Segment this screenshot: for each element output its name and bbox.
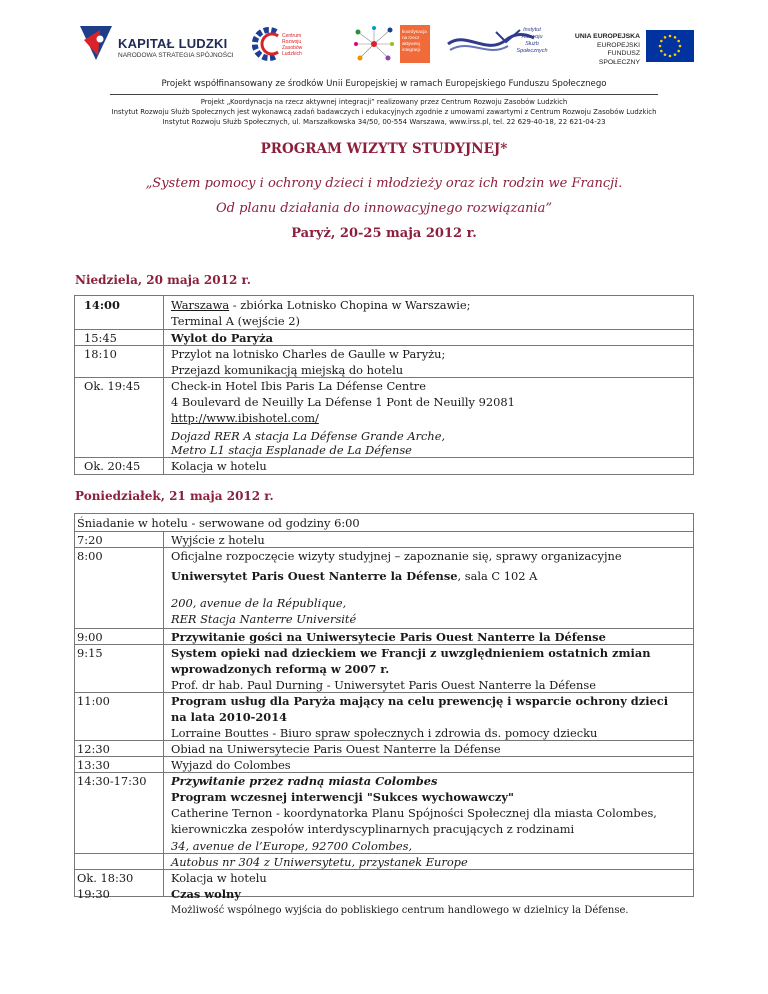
activity-place: Warszawa: [171, 298, 230, 312]
activity-cell: Przejazd komunikacją miejską do hotelu: [171, 363, 404, 377]
network-logo: [352, 24, 396, 64]
koordynacja-caption: koordynacja na rzecz aktywnej integracji: [402, 29, 427, 52]
project-info: [0, 97, 768, 117]
eu-star-icon: [677, 40, 680, 43]
hotel-link[interactable]: http://www.ibishotel.com/: [171, 411, 319, 425]
time-cell: 19:30: [77, 887, 110, 901]
kapital-ludzki-title: KAPITAŁ LUDZKI: [118, 36, 228, 51]
column-divider: [163, 531, 164, 896]
schedule-table-sunday: [74, 295, 694, 475]
activity-cell: Terminal A (wejście 2): [171, 314, 300, 328]
header-divider: [110, 94, 658, 95]
activity-cell: Przywitanie przez radną miasta Colombes: [171, 774, 438, 788]
venue-room: , sala C 102 A: [457, 569, 538, 583]
activity-cell: Lorraine Bouttes - Biuro spraw społecznych i zdrowia ds. pomocy dziecku: [171, 726, 598, 740]
activity-cell: Czas wolny: [171, 887, 241, 901]
eu-star-icon: [677, 50, 680, 53]
activity-cell: [171, 568, 537, 584]
time-cell: Ok. 19:45: [84, 379, 141, 393]
activity-cell: 200, avenue de la République,: [171, 596, 347, 610]
activity-cell: Program usług dla Paryża mający na celu prewencję i wsparcie ochrony dzieci: [171, 694, 669, 708]
day-heading-monday: Poniedziałek, 21 maja 2012 r.: [75, 489, 274, 503]
address-line: Instytut Rozwoju Służb Społecznych, ul. Marszałkowska 34/50, 00-554 Warszawa, www.irss.pl, tel. 22 629-40-18, 22 621-04-23: [162, 118, 606, 126]
activity-text: - zbiórka Lotnisko Chopina w Warszawie;: [229, 298, 471, 312]
activity-cell: 4 Boulevard de Neuilly La Défense 1 Pont de Neuilly 92081: [171, 395, 515, 409]
activity-cell: [171, 297, 471, 313]
time-cell: 7:20: [77, 533, 103, 547]
activity-cell: RER Stacja Nanterre Université: [171, 612, 357, 626]
subtitle-line-2: Od planu działania do innowacyjnego rozwiązania”: [215, 201, 553, 216]
activity-cell: Oficjalne rozpoczęcie wizyty studyjnej – zapoznanie się, sprawy organizacyjne: [171, 549, 622, 563]
eu-star-icon: [659, 45, 662, 48]
page-title: PROGRAM WIZYTY STUDYJNEJ*: [260, 141, 508, 157]
time-cell: 12:30: [77, 742, 110, 756]
time-cell: 9:15: [77, 646, 103, 660]
breakfast-row: Śniadanie w hotelu - serwowane od godziny 6:00: [77, 516, 360, 530]
day-heading-sunday: Niedziela, 20 maja 2012 r.: [75, 273, 251, 287]
schedule-table-monday: [74, 513, 694, 916]
time-cell: 15:45: [84, 331, 117, 345]
eu-star-icon: [669, 55, 672, 58]
eu-star-icon: [660, 50, 663, 53]
project-line-2: Instytut Rozwoju Służb Społecznych jest wykonawcą zadań badawczych i edukacyjnych zgodnie z umowami zawartymi z Centrum Rozwoju Zasobów Ludzkich: [111, 108, 657, 116]
activity-cell: Autobus nr 304 z Uniwersytetu, przystanek Europe: [171, 855, 468, 869]
activity-cell: Metro L1 stacja Esplanade de La Défense: [171, 443, 412, 457]
subtitle-line-1: „System pomocy i ochrony dzieci i młodzieży oraz ich rodzin we Francji.: [145, 176, 623, 191]
crzl-logo: [252, 26, 286, 62]
activity-cell: Wyjście z hotelu: [171, 533, 265, 547]
logo-bar: [0, 0, 768, 80]
koordynacja-logo: [400, 25, 430, 63]
eu-flag-icon: [646, 30, 694, 62]
time-cell: 8:00: [77, 549, 103, 563]
kapital-ludzki-logo: [76, 22, 116, 64]
eu-text: [570, 33, 640, 67]
kapital-ludzki-text: [118, 36, 234, 59]
row-divider: [75, 329, 693, 330]
activity-cell: wprowadzonych reformą w 2007 r.: [171, 662, 390, 676]
crzl-caption: Centrum Rozwoju Zasobów Ludzkich: [282, 33, 303, 57]
column-divider: [163, 296, 164, 474]
cofinance-line: Projekt współfinansowany ze środków Unii Europejskiej w ramach Europejskiego Funduszu Społecznego: [161, 79, 607, 89]
activity-cell: Prof. dr hab. Paul Durning - Uniwersytet Paris Ouest Nanterre la Défense: [171, 678, 596, 692]
activity-cell: System opieki nad dzieckiem we Francji z uwzględnieniem ostatnich zmian: [171, 646, 651, 660]
activity-cell: Catherine Ternon - koordynatorka Planu Spójności Społecznej dla miasta Colombes,: [171, 806, 657, 820]
eu-line-1: UNIA EUROPEJSKA: [574, 33, 640, 40]
activity-cell: Możliwość wspólnego wyjścia do pobliskiego centrum handlowego w dzielnicy la Défense.: [171, 905, 629, 916]
eu-star-icon: [674, 36, 677, 39]
activity-cell: na lata 2010-2014: [171, 710, 288, 724]
eu-star-icon: [674, 53, 677, 56]
eu-star-icon: [669, 35, 672, 38]
activity-cell: Check-in Hotel Ibis Paris La Défense Centre: [171, 379, 426, 393]
time-cell: Ok. 20:45: [84, 459, 141, 473]
project-line-1: Projekt „Koordynacja na rzecz aktywnej integracji” realizowany przez Centrum Rozwoju Zasobów Ludzkich: [200, 98, 568, 106]
eu-line-2: EUROPEJSKI: [596, 41, 640, 49]
activity-cell: kierowniczka zespołów interdyscyplinarnych pracujących z rodzinami: [171, 822, 575, 836]
activity-cell: Kolacja w hotelu: [171, 459, 267, 473]
activity-cell: Obiad na Uniwersytecie Paris Ouest Nanterre la Défense: [171, 742, 501, 756]
kapital-ludzki-subtitle: NARODOWA STRATEGIA SPÓJNOŚCI: [118, 52, 234, 59]
time-cell: 11:00: [77, 694, 110, 708]
row-divider: [75, 531, 693, 532]
activity-cell: Wylot do Paryża: [171, 331, 273, 345]
time-cell: 13:30: [77, 758, 110, 772]
eu-star-icon: [679, 45, 682, 48]
venue-name: Uniwersytet Paris Ouest Nanterre la Défense: [171, 569, 458, 583]
eu-star-icon: [660, 40, 663, 43]
activity-cell: Przylot na lotnisko Charles de Gaulle w Paryżu;: [171, 347, 446, 361]
activity-cell: 34, avenue de l’Europe, 92700 Colombes,: [171, 839, 413, 853]
visit-dates: Paryż, 20-25 maja 2012 r.: [291, 226, 477, 241]
activity-cell: Wyjazd do Colombes: [171, 758, 291, 772]
time-cell: 9:00: [77, 630, 103, 644]
activity-cell: Dojazd RER A stacja La Défense Grande Arche,: [171, 429, 446, 443]
activity-cell: Program wczesnej interwencji "Sukces wychowawczy": [171, 790, 514, 804]
time-cell: 14:00: [84, 298, 120, 312]
eu-line-3: FUNDUSZ SPOŁECZNY: [598, 50, 640, 66]
activity-cell: Kolacja w hotelu: [171, 871, 267, 885]
irss-caption: Instytut Rozwoju Służb Społecznych: [516, 27, 548, 54]
eu-star-icon: [664, 53, 667, 56]
activity-cell: Przywitanie gości na Uniwersytecie Paris Ouest Nanterre la Défense: [171, 630, 606, 644]
time-cell: Ok. 18:30: [77, 871, 134, 885]
time-cell: 18:10: [84, 347, 117, 361]
time-cell: 14:30-17:30: [77, 774, 147, 788]
eu-star-icon: [664, 36, 667, 39]
